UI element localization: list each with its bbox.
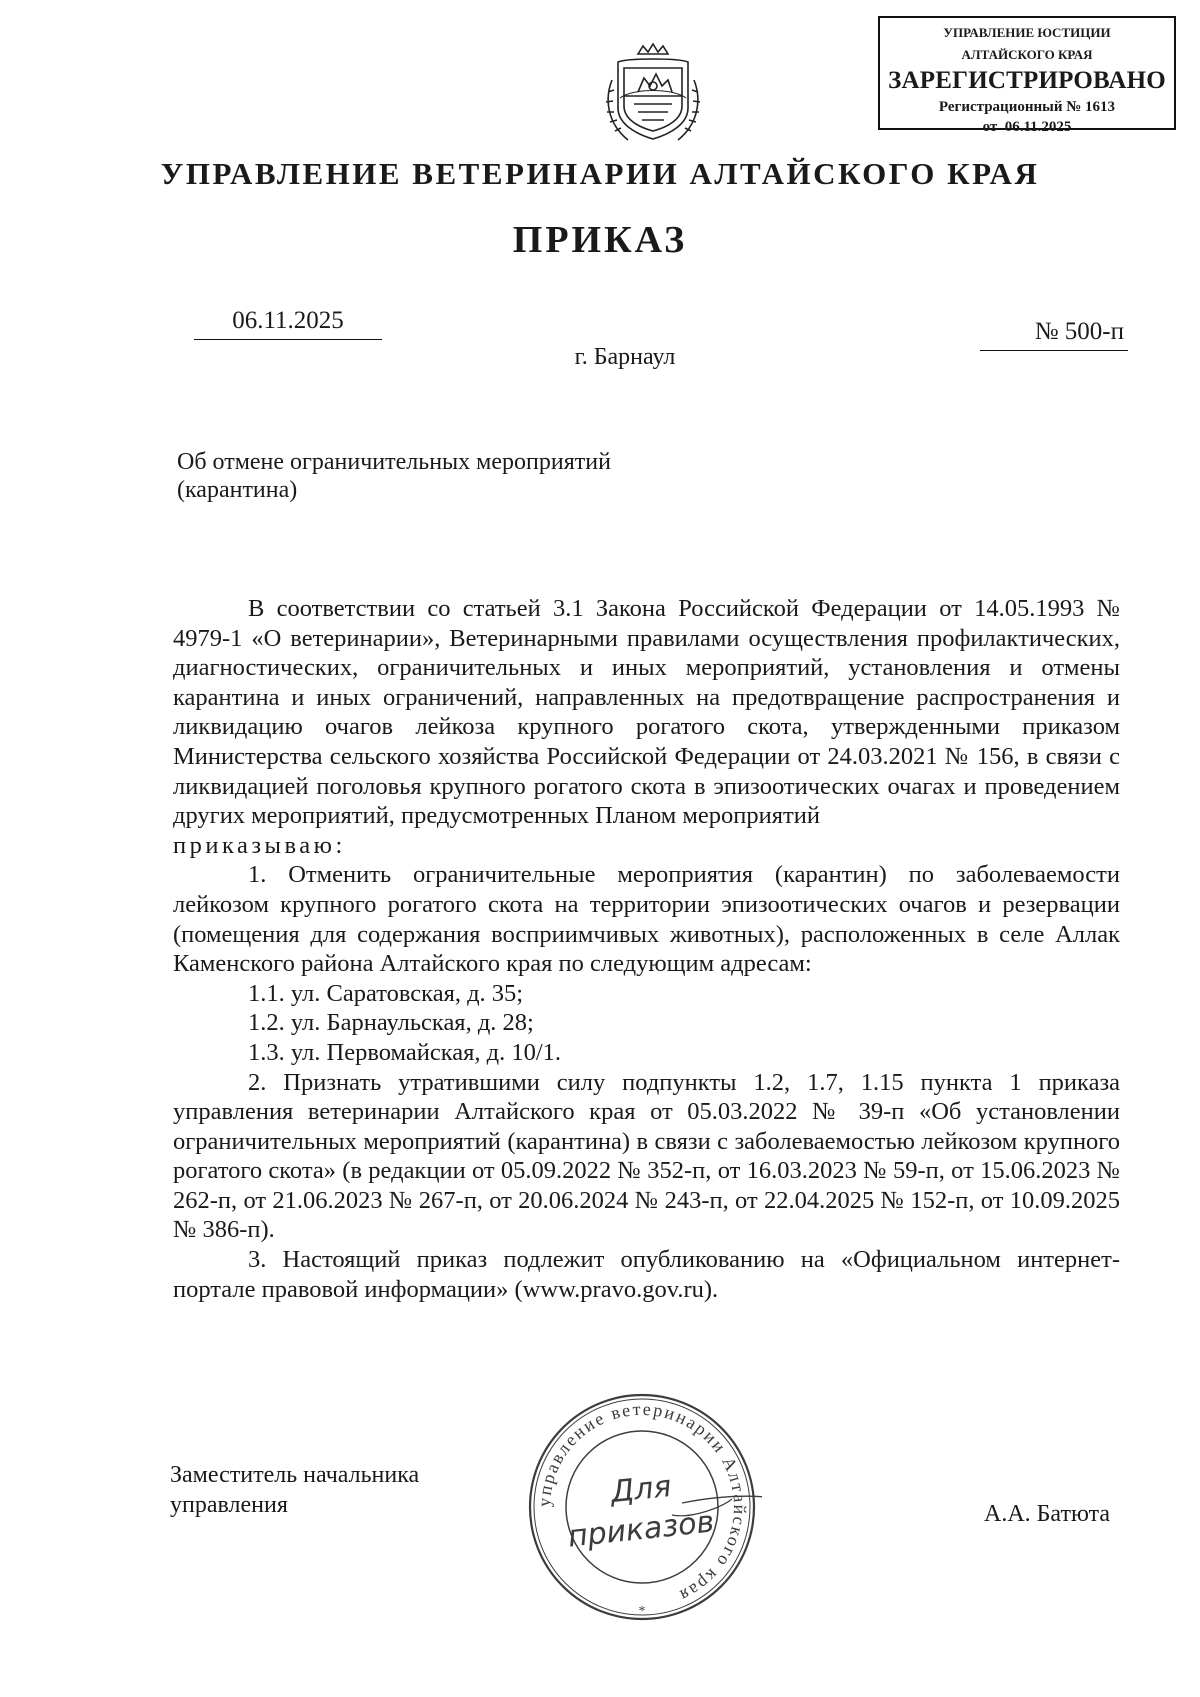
item-3: 3. Настоящий приказ подлежит опубликованию на «Официальном интернет-портале правовой информации» (www.pravo.gov.ru). (173, 1246, 1120, 1303)
order-date: 06.11.2025 (194, 307, 382, 340)
order-city: г. Барнаул (574, 344, 676, 370)
item-1-1: 1.1. ул. Саратовская, д. 35; (248, 979, 524, 1007)
signatory-position (170, 1460, 419, 1520)
order-number: № 500-п (980, 318, 1128, 351)
svg-text:приказов: приказов (566, 1504, 716, 1555)
registration-date: от 06.11.2025 (982, 119, 1072, 135)
organization-title: УПРАВЛЕНИЕ ВЕТЕРИНАРИИ АЛТАЙСКОГО КРАЯ (160, 156, 1040, 191)
registration-number: Регистрационный № 1613 (938, 99, 1116, 115)
svg-text:*: * (638, 1604, 646, 1619)
subject-line: (карантина) (177, 477, 298, 503)
order-word: приказываю: (173, 831, 346, 859)
item-1: 1. Отменить ограничительные мероприятия (карантин) по заболеваемости лейкозом крупного рогатого скота на территории эпизоотических очагов и резервации (помещения для содержания восприимчивых животных), расположенных в селе Аллак Каменского района Алтайского края по следующим адресам: (173, 861, 1120, 978)
registration-org: УПРАВЛЕНИЕ ЮСТИЦИИ (943, 25, 1111, 40)
round-seal (522, 1387, 762, 1627)
svg-text:Для: Для (609, 1468, 674, 1511)
registration-status: ЗАРЕГИСТРИРОВАНО (888, 67, 1166, 94)
svg-text:управление ветеринарии Алтайск: управление ветеринарии Алтайского края (533, 1398, 751, 1607)
registration-stamp (878, 16, 1176, 135)
item-1-3: 1.3. ул. Первомайская, д. 10/1. (248, 1038, 562, 1066)
position-line: Заместитель начальника (170, 1462, 420, 1488)
document-type: ПРИКАЗ (512, 219, 688, 261)
position-line: управления (170, 1492, 288, 1518)
subject-line: Об отмене ограничительных мероприятий (177, 449, 611, 475)
signatory-name: А.А. Батюта (983, 1501, 1110, 1527)
item-1-2: 1.2. ул. Барнаульская, д. 28; (248, 1009, 534, 1037)
order-body (173, 594, 1120, 1304)
item-2: 2. Признать утратившими силу подпункты 1.2, 1.7, 1.15 пункта 1 приказа управления ветеринарии Алтайского края от 05.03.2022 № 39-п «Об установлении ограничительных мероприятий (карантина) в связи с заболеваемостью лейкозом крупного рогатого скота» (в редакции от 05.09.2022 № 352-п, от 16.03.2023 № 59-п, от 15.06.2023 № 262-п, от 21.06.2023 № 267-п, от 20.06.2024 № 243-п, от 22.04.2025 № 152-п, от 10.09.2025 № 386-п). (173, 1068, 1120, 1244)
preamble-paragraph: В соответствии со статьей 3.1 Закона Российской Федерации от 14.05.1993 № 4979-1 «О ветеринарии», Ветеринарными правилами осуществления профилактических, диагностических, ограничительных и иных мероприятий, установления и отмены карантина и иных ограничений, направленных на предотвращение распространения и ликвидацию очагов лейкоза крупного рогатого скота, утвержденными приказом Министерства сельского хозяйства Российской Федерации от 24.03.2021 № 156, в связи с ликвидацией поголовья крупного рогатого скота в эпизоотических очагах и проведением других мероприятий, предусмотренных Планом мероприятий (173, 595, 1120, 830)
coat-of-arms-icon (598, 40, 708, 150)
registration-org-region: АЛТАЙСКОГО КРАЯ (961, 47, 1093, 62)
order-subject (177, 448, 611, 504)
